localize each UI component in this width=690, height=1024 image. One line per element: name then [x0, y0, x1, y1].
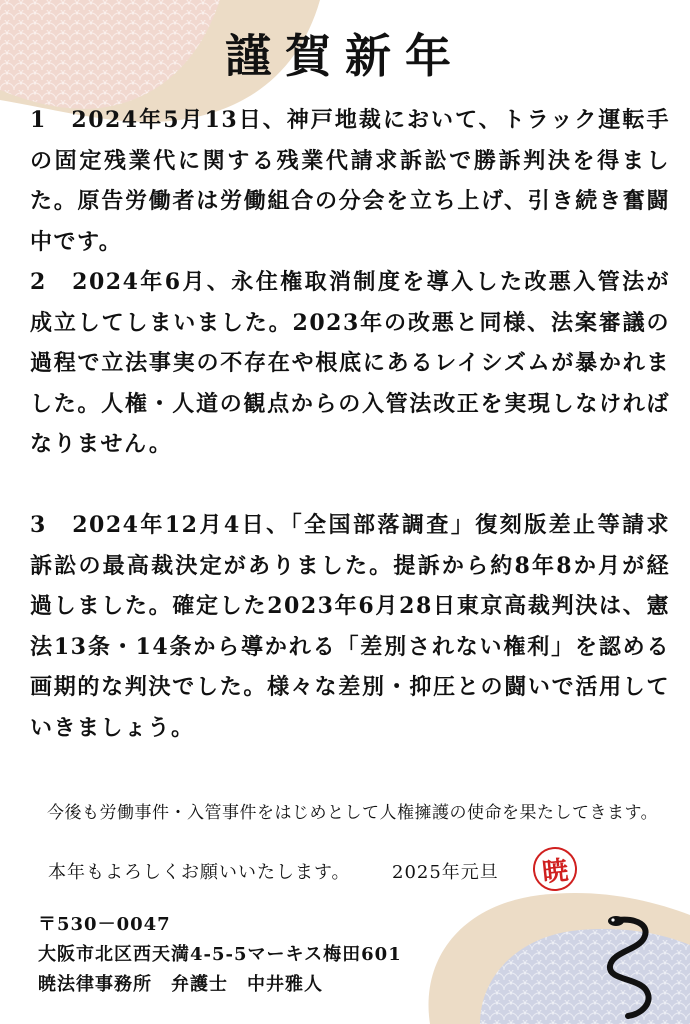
date-text: 2025年元旦 — [392, 862, 499, 883]
address: 大阪市北区西天満4-5-5マーキス梅田601 — [38, 944, 402, 965]
paragraph-1: 1 2024年5月13日、神戸地裁において、トラック運転手の固定残業代に関する残業代請求訴訟で勝訴判決を得ました。原告労働者は労働組合の分会を立ち上げ、引き続き奮闘中です。 — [30, 107, 670, 255]
card-title: 謹賀新年 — [225, 29, 465, 83]
signature: 暁法律事務所 弁護士 中井雅人 — [38, 974, 323, 995]
postal-code: 〒530－0047 — [38, 914, 171, 935]
paragraph-3: 3 2024年12月4日、「全国部落調査」復刻版差止等請求訴訟の最高裁決定がありました。提訴から約8年8か月が経過しました。確定した2023年6月28日東京高裁判決は、憲法13条・14条から導かれる「差別されない権利」を認める画期的な判決でした。様々な差別・抑圧との闘いで活用していきましょう。 — [30, 512, 670, 741]
paragraph-2: 2 2024年6月、永住権取消制度を導入した改悪入管法が成立してしまいました。2023年の改悪と同様、法案審議の過程で立法事実の不存在や根底にあるレイシズムが暴かれました。人権・人道の観点からの入管法改正を実現しなければなりません。 — [30, 269, 670, 457]
new-year-greeting: 本年もよろしくお願いいたします。 — [48, 862, 351, 883]
seal-stamp-icon — [531, 845, 579, 893]
closing-message: 今後も労働事件・入管事件をはじめとして人権擁護の使命を果たしてきます。 — [47, 803, 659, 823]
seal-char: 暁 — [540, 855, 570, 888]
